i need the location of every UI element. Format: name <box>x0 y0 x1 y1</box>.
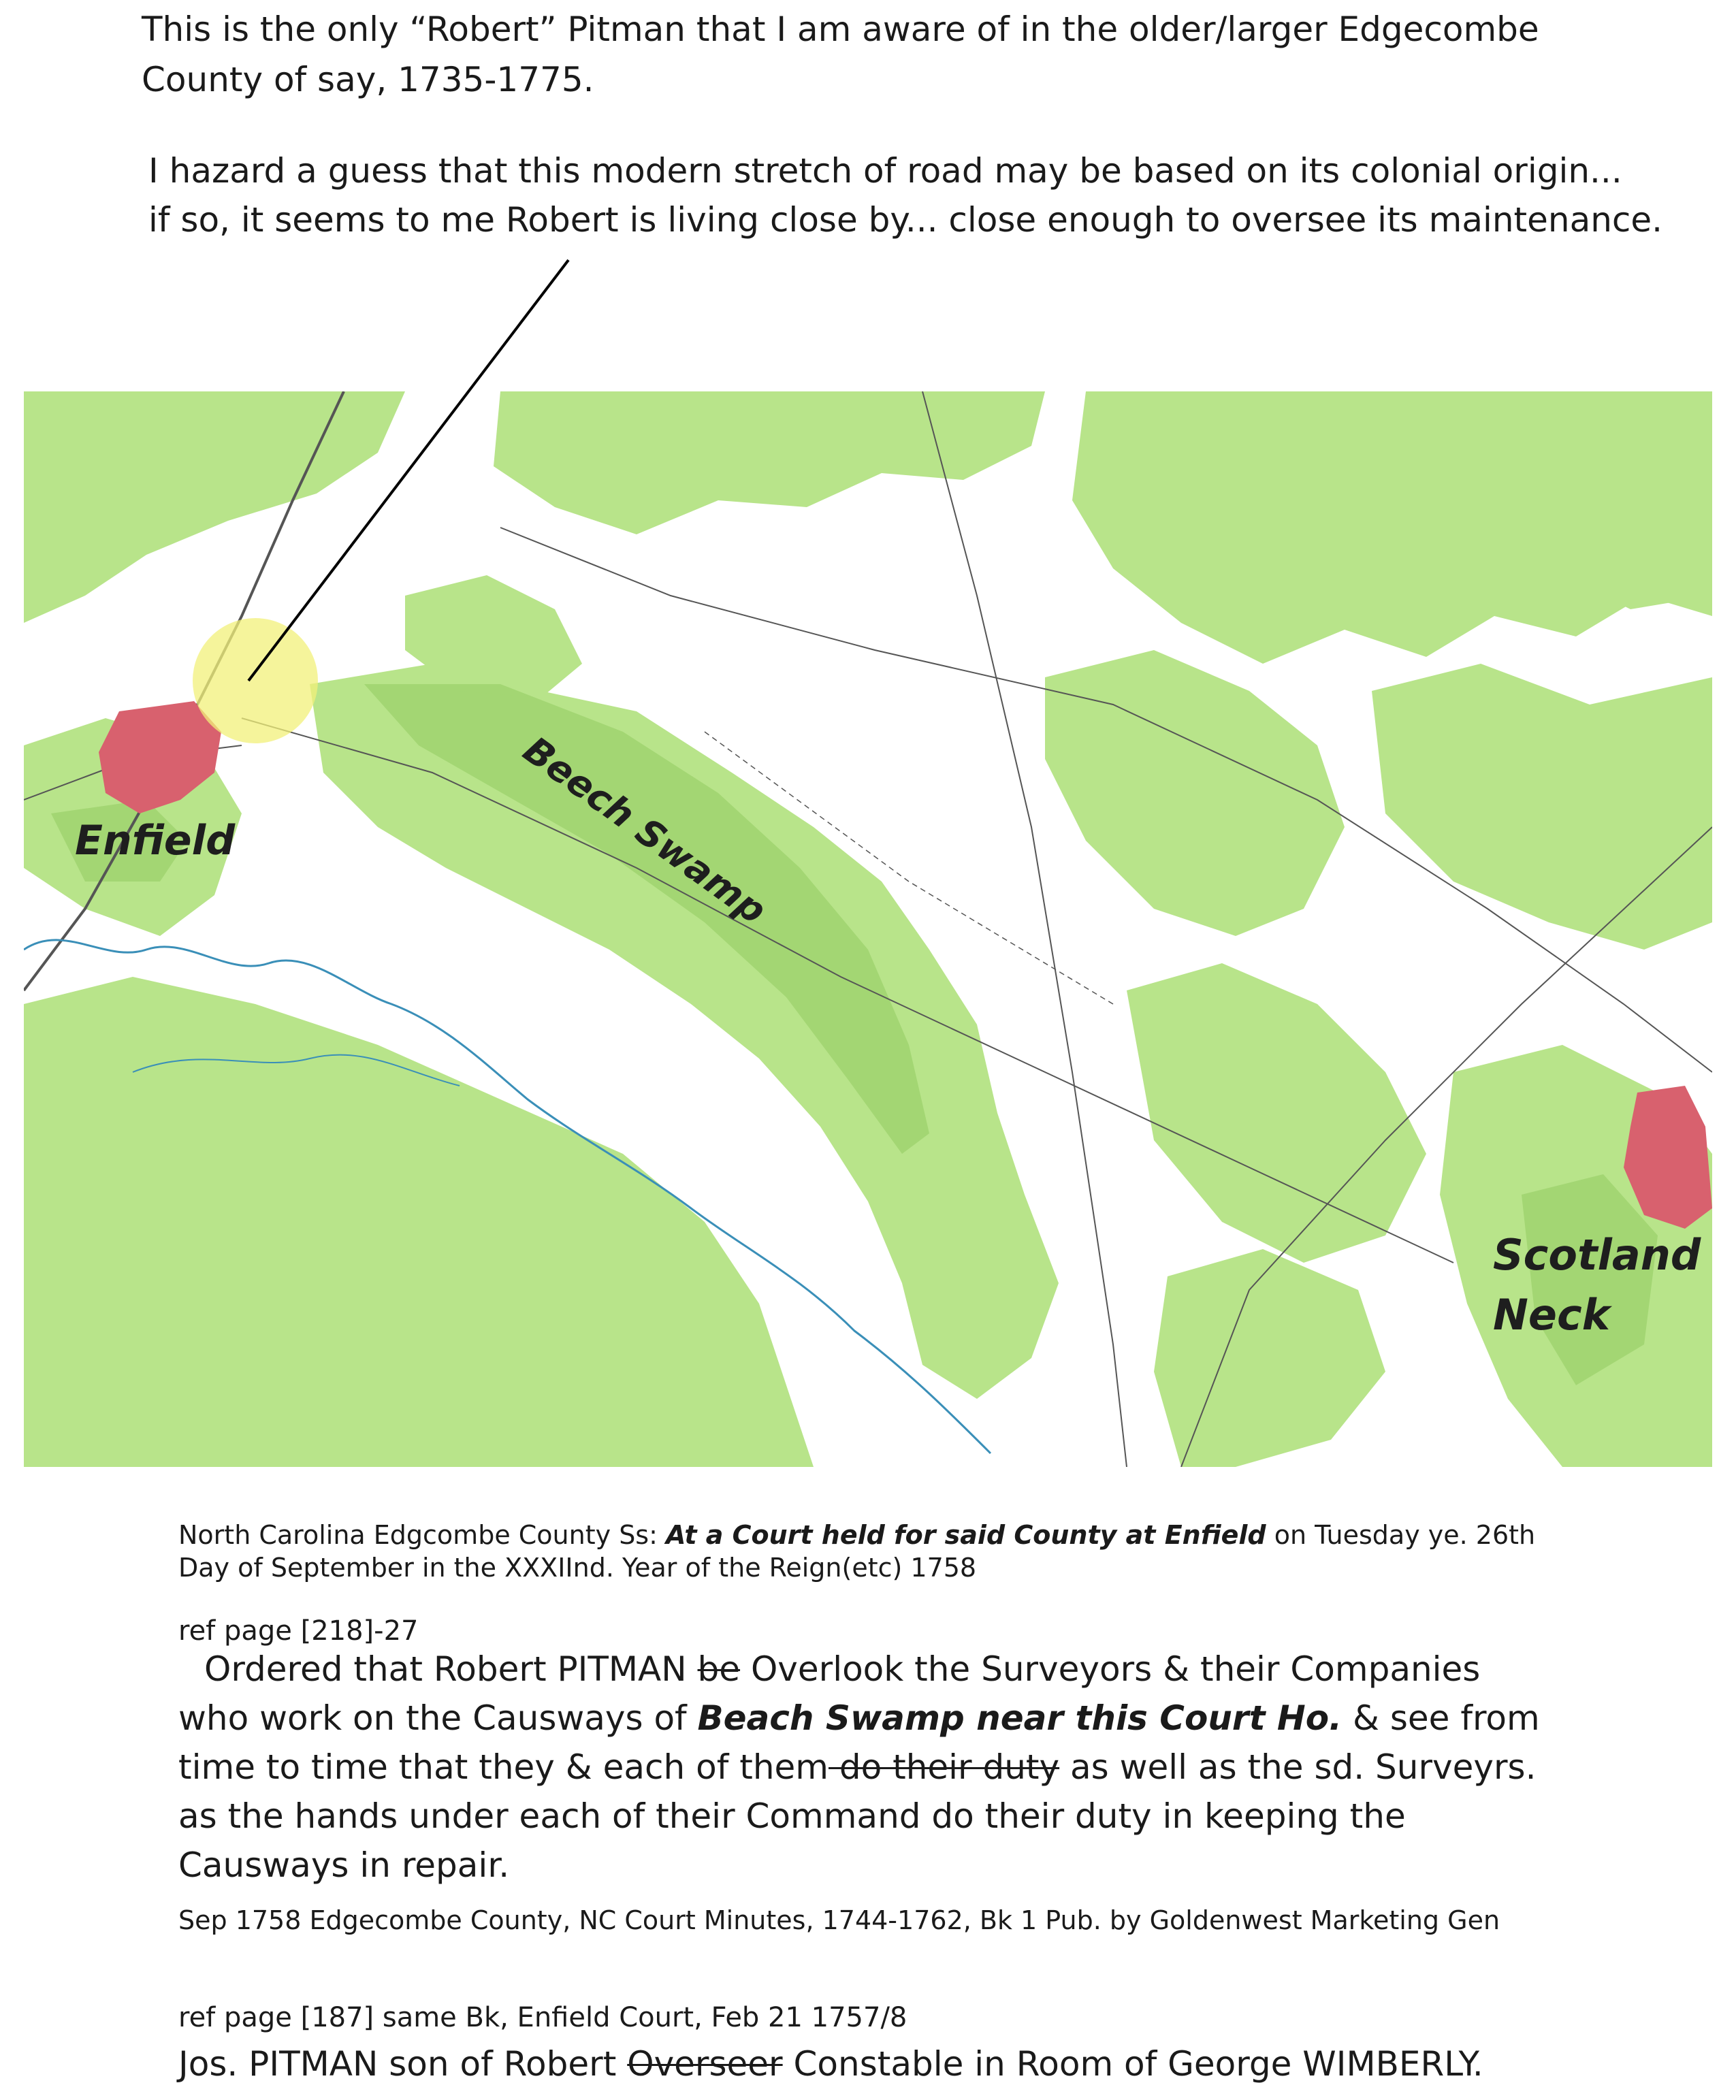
ref-page-187: ref page [187] same Bk, Enfield Court, Feb 21 1757/8 <box>178 2002 907 2033</box>
intro-text-line-1: This is the only “Robert” Pitman that I am aware of in the older/larger Edgecombe <box>142 10 1539 49</box>
order-line-2 <box>178 1694 1540 1743</box>
source-citation: Sep 1758 Edgecombe County, NC Court Minutes, 1744-1762, Bk 1 Pub. by Goldenwest Marketing Gen <box>178 1905 1500 1935</box>
order-line-1-b: Overlook the Surveyors & their Companies <box>740 1649 1481 1689</box>
court-header-suffix: on Tuesday ye. 26th <box>1266 1520 1536 1550</box>
jos-line-b: Constable in Room of George WIMBERLY. <box>782 2044 1483 2084</box>
order-line-2-emphasis: Beach Swamp near this Court Ho. <box>697 1698 1343 1738</box>
neck-label: Neck <box>1493 1290 1610 1340</box>
jos-line-a: Jos. PITMAN son of Robert <box>178 2044 628 2084</box>
scotland-label: Scotland <box>1493 1230 1701 1280</box>
order-line-5: Causways in repair. <box>178 1845 510 1885</box>
highlight-circle <box>193 618 318 743</box>
order-line-3 <box>178 1743 1536 1792</box>
jos-pitman-line <box>178 2039 1483 2088</box>
court-header-line-2: Day of September in the XXXIInd. Year of the Reign(etc) 1758 <box>178 1553 977 1583</box>
order-line-2-b: & see from <box>1342 1698 1540 1738</box>
topographic-map <box>24 391 1712 1467</box>
guess-text-line-1: I hazard a guess that this modern stretch of road may be based on its colonial origin... <box>148 151 1622 191</box>
order-line-4: as the hands under each of their Command do their duty in keeping the <box>178 1796 1406 1836</box>
map-canvas <box>24 391 1712 1467</box>
enfield-label: Enfield <box>75 817 236 865</box>
order-line-1 <box>178 1645 1480 1694</box>
order-line-3-b: as well as the sd. Surveyrs. <box>1059 1747 1537 1787</box>
beech-swamp-label: Beech Swamp <box>515 728 775 933</box>
order-line-1-struck: be <box>697 1649 741 1689</box>
intro-text-line-2: County of say, 1735-1775. <box>142 60 594 99</box>
order-line-3-a: time to time that they & each of them <box>178 1747 829 1787</box>
court-header-prefix: North Carolina Edgcombe County Ss: <box>178 1520 666 1550</box>
guess-text-line-2: if so, it seems to me Robert is living close by... close enough to oversee its maintenance. <box>148 200 1663 240</box>
jos-line-struck: Overseer <box>627 2044 783 2084</box>
order-line-2-a: who work on the Causways of <box>178 1698 698 1738</box>
court-header-emphasis: At a Court held for said County at Enfield <box>666 1520 1266 1550</box>
ref-page-218: ref page [218]-27 <box>178 1615 419 1647</box>
order-line-1-a: Ordered that Robert PITMAN <box>204 1649 698 1689</box>
court-header-line-1 <box>178 1519 1535 1551</box>
order-line-3-struck: do their duty <box>828 1747 1060 1787</box>
